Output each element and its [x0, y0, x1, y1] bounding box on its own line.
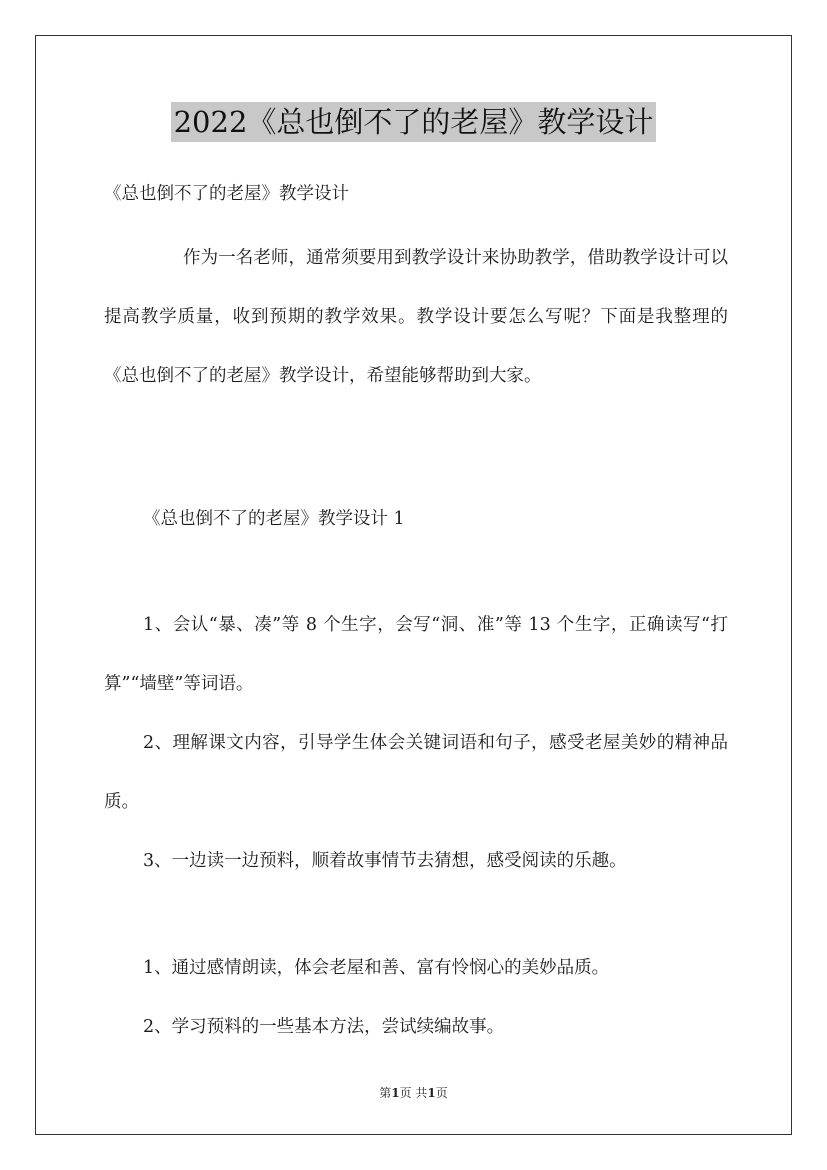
key-point-item-2: 2、学习预料的一些基本方法，尝试续编故事。 [143, 1017, 505, 1037]
document-title: 2022《总也倒不了的老屋》教学设计 [171, 102, 657, 142]
document-subtitle: 《总也倒不了的老屋》教学设计 [104, 184, 349, 204]
key-point-item-1: 1、通过感情朗读，体会老屋和善、富有怜悯心的美妙品质。 [143, 958, 610, 978]
title-container [0, 102, 827, 142]
page-footer [0, 1085, 827, 1101]
goal-item-3: 3、一边读一边预料，顺着故事情节去猜想，感受阅读的乐趣。 [143, 851, 627, 871]
goal-item-2: 2、理解课文内容，引导学生体会关键词语和句子，感受老屋美妙的精神品质。 [104, 733, 728, 812]
footer-page-prefix: 第 [379, 1086, 392, 1100]
section-heading: 《总也倒不了的老屋》教学设计 1 [143, 509, 405, 529]
goal-item-1: 1、会认“暴、凑”等 8 个生字，会写“洞、准”等 13 个生字，正确读写“打算”“墙壁”等词语。 [104, 615, 728, 694]
footer-page-current: 1 [391, 1086, 400, 1100]
intro-paragraph: 作为一名老师，通常须要用到教学设计来协助教学，借助教学设计可以提高教学质量，收到预期的教学效果。教学设计要怎么写呢？下面是我整理的《总也倒不了的老屋》教学设计，希望能够帮助到大家。 [104, 248, 728, 386]
footer-page-suffix: 页 [435, 1086, 448, 1100]
footer-page-mid: 页 共 [399, 1086, 428, 1100]
footer-page-total: 1 [427, 1086, 436, 1100]
